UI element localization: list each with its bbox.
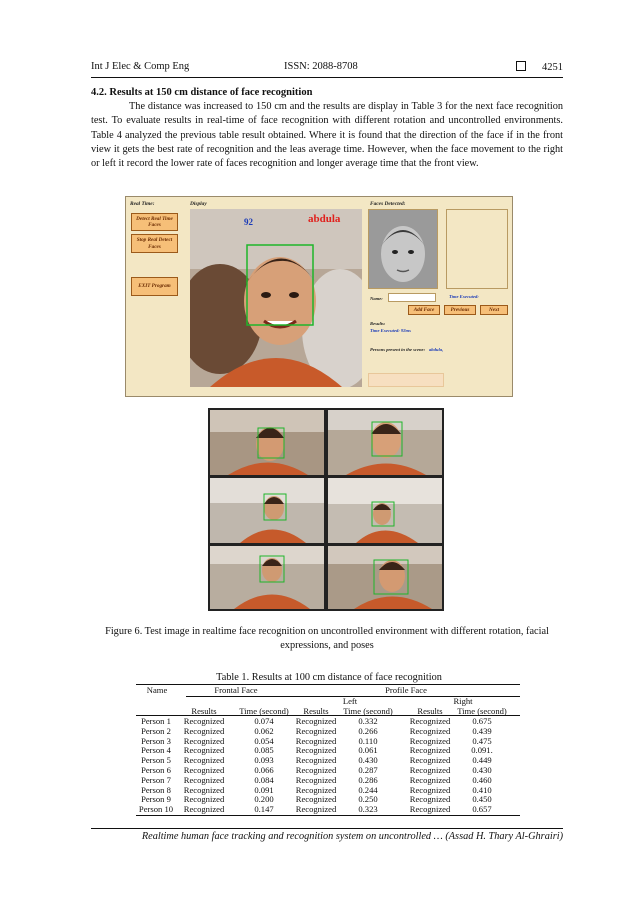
issn: ISSN: 2088-8708: [284, 61, 358, 72]
exit-program-button[interactable]: EXIT Program: [131, 277, 178, 296]
table-cell: 0.147: [254, 804, 274, 815]
face-list-pane: [446, 209, 508, 289]
sub-header: Results: [303, 706, 329, 716]
table-cell: Recognized: [295, 794, 337, 805]
sub-header: Results: [191, 706, 217, 716]
sub-header: Time (second): [239, 706, 289, 716]
row-name-cell: Person 8: [141, 784, 171, 795]
table-cell: 0.266: [358, 725, 378, 736]
section-heading: 4.2. Results at 150 cm distance of face recognition: [91, 87, 313, 98]
test-photo-6: [328, 546, 442, 609]
table-cell: 0.450: [472, 794, 492, 805]
table-cell: Recognized: [183, 774, 225, 785]
table-cell: Recognized: [183, 735, 225, 746]
header-right: Right: [453, 696, 473, 706]
table-cell: Recognized: [409, 784, 451, 795]
figure-caption: Figure 6. Test image in realtime face recognition on uncontrolled environment with different rotation, facial expressions, and poses: [105, 626, 549, 652]
table-cell: Recognized: [295, 765, 337, 775]
test-photo-3-drawing: [210, 478, 324, 543]
header-frontal: Frontal Face: [214, 685, 258, 695]
table-cell: Recognized: [295, 745, 337, 756]
name-input[interactable]: [388, 293, 436, 302]
display-label: Display: [190, 201, 207, 207]
test-photo-1-drawing: [210, 410, 324, 475]
gui-screenshot: [125, 196, 513, 397]
persons-present-label: Persons present in the scene:: [370, 347, 426, 352]
table-bottom-rule: [136, 815, 520, 816]
photo-grid: [208, 408, 444, 611]
page-number-wrap: [516, 61, 563, 73]
table-cell: Recognized: [183, 784, 225, 795]
table-cell: Recognized: [409, 735, 451, 746]
table-cell: Recognized: [295, 774, 337, 785]
stop-detect-button[interactable]: Stop Real Detect Faces: [131, 234, 178, 253]
overlay-score: 92: [244, 217, 253, 227]
row-name-cell: Person 10: [138, 804, 174, 815]
table-cell: Recognized: [295, 755, 337, 766]
table-cell: 0.430: [358, 755, 378, 766]
test-photo-2-drawing: [328, 410, 442, 475]
table-cell: Recognized: [183, 725, 225, 736]
table-cell: Recognized: [409, 725, 451, 736]
detected-face-pane: [368, 209, 438, 289]
next-button[interactable]: Next: [480, 305, 508, 315]
row-name-cell: Person 7: [141, 774, 171, 785]
footer-rule: [91, 828, 563, 829]
table-cell: 0.286: [358, 774, 378, 785]
paragraph-text: The distance was increased to 150 cm and the results are display in Table 3 for the next face recognition test. To evaluate results in real-time of face recognition with different rotation and uncontrolled environments. Table 4 analyzed the previous table result obtained. Where it is found that the direction of the face if in the front view it gets the best rate of recognition and the leas average time. However, when the face movement to the right or left it record the lower rate of faces recognition and longer average time that the front view.: [91, 101, 563, 170]
persons-present-value: abdula,: [429, 347, 444, 352]
test-photo-6-drawing: [328, 546, 442, 609]
table-cell: Recognized: [295, 735, 337, 746]
real-time-label: Real Time:: [130, 201, 155, 207]
table-cell: Recognized: [409, 755, 451, 766]
running-header: [91, 61, 563, 77]
test-photo-5: [210, 546, 324, 609]
row-name-cell: Person 1: [141, 716, 171, 726]
table-cell: 0.093: [254, 755, 274, 766]
live-display-image: [190, 209, 362, 387]
table-cell: 0.074: [254, 716, 274, 726]
test-photo-4: [328, 478, 442, 543]
test-photo-2: [328, 410, 442, 475]
detected-face-image: [369, 210, 437, 288]
checkbox-icon: [516, 61, 526, 71]
running-footer: Realtime human face tracking and recognition system on uncontrolled … (Assad H. Thary Al-Ghrairi): [141, 831, 563, 842]
detect-faces-button[interactable]: Detect Real Time Faces: [131, 213, 178, 231]
table-cell: Recognized: [409, 774, 451, 785]
table-cell: 0.410: [472, 784, 492, 795]
table-cell: Recognized: [183, 745, 225, 756]
name-label: Name:: [370, 296, 383, 301]
test-photo-3: [210, 478, 324, 543]
row-name-cell: Person 4: [141, 745, 171, 756]
table-cell: Recognized: [409, 765, 451, 775]
results-label: Results:: [370, 321, 386, 326]
table-cell: 0.061: [358, 745, 378, 756]
table-cell: Recognized: [183, 804, 225, 815]
row-name-cell: Person 6: [141, 765, 171, 775]
overlay-name: abdula: [308, 213, 341, 225]
table-cell: Recognized: [183, 765, 225, 775]
status-strip: [368, 373, 444, 387]
section-paragraph: [91, 100, 563, 171]
table-caption: Table 1. Results at 100 cm distance of face recognition: [216, 672, 442, 683]
table-cell: Recognized: [409, 804, 451, 815]
table-cell: 0.475: [472, 735, 492, 746]
table-cell: Recognized: [295, 716, 337, 726]
table-cell: Recognized: [295, 804, 337, 815]
row-name-cell: Person 5: [141, 755, 171, 766]
table-cell: 0.439: [472, 725, 492, 736]
table-cell: 0.250: [358, 794, 378, 805]
table-cell: Recognized: [295, 725, 337, 736]
faces-detected-label: Faces Detected:: [370, 201, 406, 207]
add-face-button[interactable]: Add Face: [408, 305, 440, 315]
table-cell: 0.675: [472, 716, 492, 726]
sub-header: Time (second): [343, 706, 393, 716]
table-cell: 0.460: [472, 774, 492, 785]
test-photo-1: [210, 410, 324, 475]
header-name: Name: [146, 685, 168, 695]
sub-header: Results: [417, 706, 443, 716]
row-name-cell: Person 3: [141, 735, 171, 746]
journal-name: Int J Elec & Comp Eng: [91, 61, 190, 72]
previous-button[interactable]: Previous: [444, 305, 476, 315]
test-photo-4-drawing: [328, 478, 442, 543]
table-cell: Recognized: [409, 716, 451, 726]
table-cell: Recognized: [183, 794, 225, 805]
table-cell: 0.066: [254, 765, 274, 775]
table-cell: 0.091: [254, 784, 274, 795]
table-cell: Recognized: [183, 755, 225, 766]
live-display-drawing: [190, 209, 362, 387]
table-cell: 0.323: [358, 804, 378, 815]
table-cell: 0.085: [254, 745, 274, 756]
table-cell: 0.657: [472, 804, 492, 815]
test-photo-5-drawing: [210, 546, 324, 609]
table-cell: Recognized: [409, 745, 451, 756]
table-cell: Recognized: [295, 784, 337, 795]
table-cell: 0.244: [358, 784, 378, 795]
results-time: Time Executed: 92ms: [370, 328, 411, 333]
table-cell: 0.110: [358, 735, 378, 746]
header-left: Left: [342, 696, 358, 706]
row-name-cell: Person 9: [141, 794, 171, 805]
table-cell: 0.200: [254, 794, 274, 805]
time-executed-label: Time Executed:: [449, 294, 479, 299]
table-cell: 0.332: [358, 716, 378, 726]
table-cell: 0.430: [472, 765, 492, 775]
header-rule: [91, 77, 563, 78]
page-number: 4251: [542, 62, 563, 73]
table-cell: 0.091.: [471, 745, 493, 756]
row-name-cell: Person 2: [141, 725, 171, 736]
table-top-rule: [136, 684, 520, 685]
table-cell: Recognized: [409, 794, 451, 805]
header-profile: Profile Face: [385, 685, 427, 695]
sub-header: Time (second): [457, 706, 507, 716]
table-cell: 0.084: [254, 774, 274, 785]
table-cell: 0.449: [472, 755, 492, 766]
table-cell: Recognized: [183, 716, 225, 726]
table-cell: 0.062: [254, 725, 274, 736]
table-cell: 0.287: [358, 765, 378, 775]
table-cell: 0.054: [254, 735, 274, 746]
